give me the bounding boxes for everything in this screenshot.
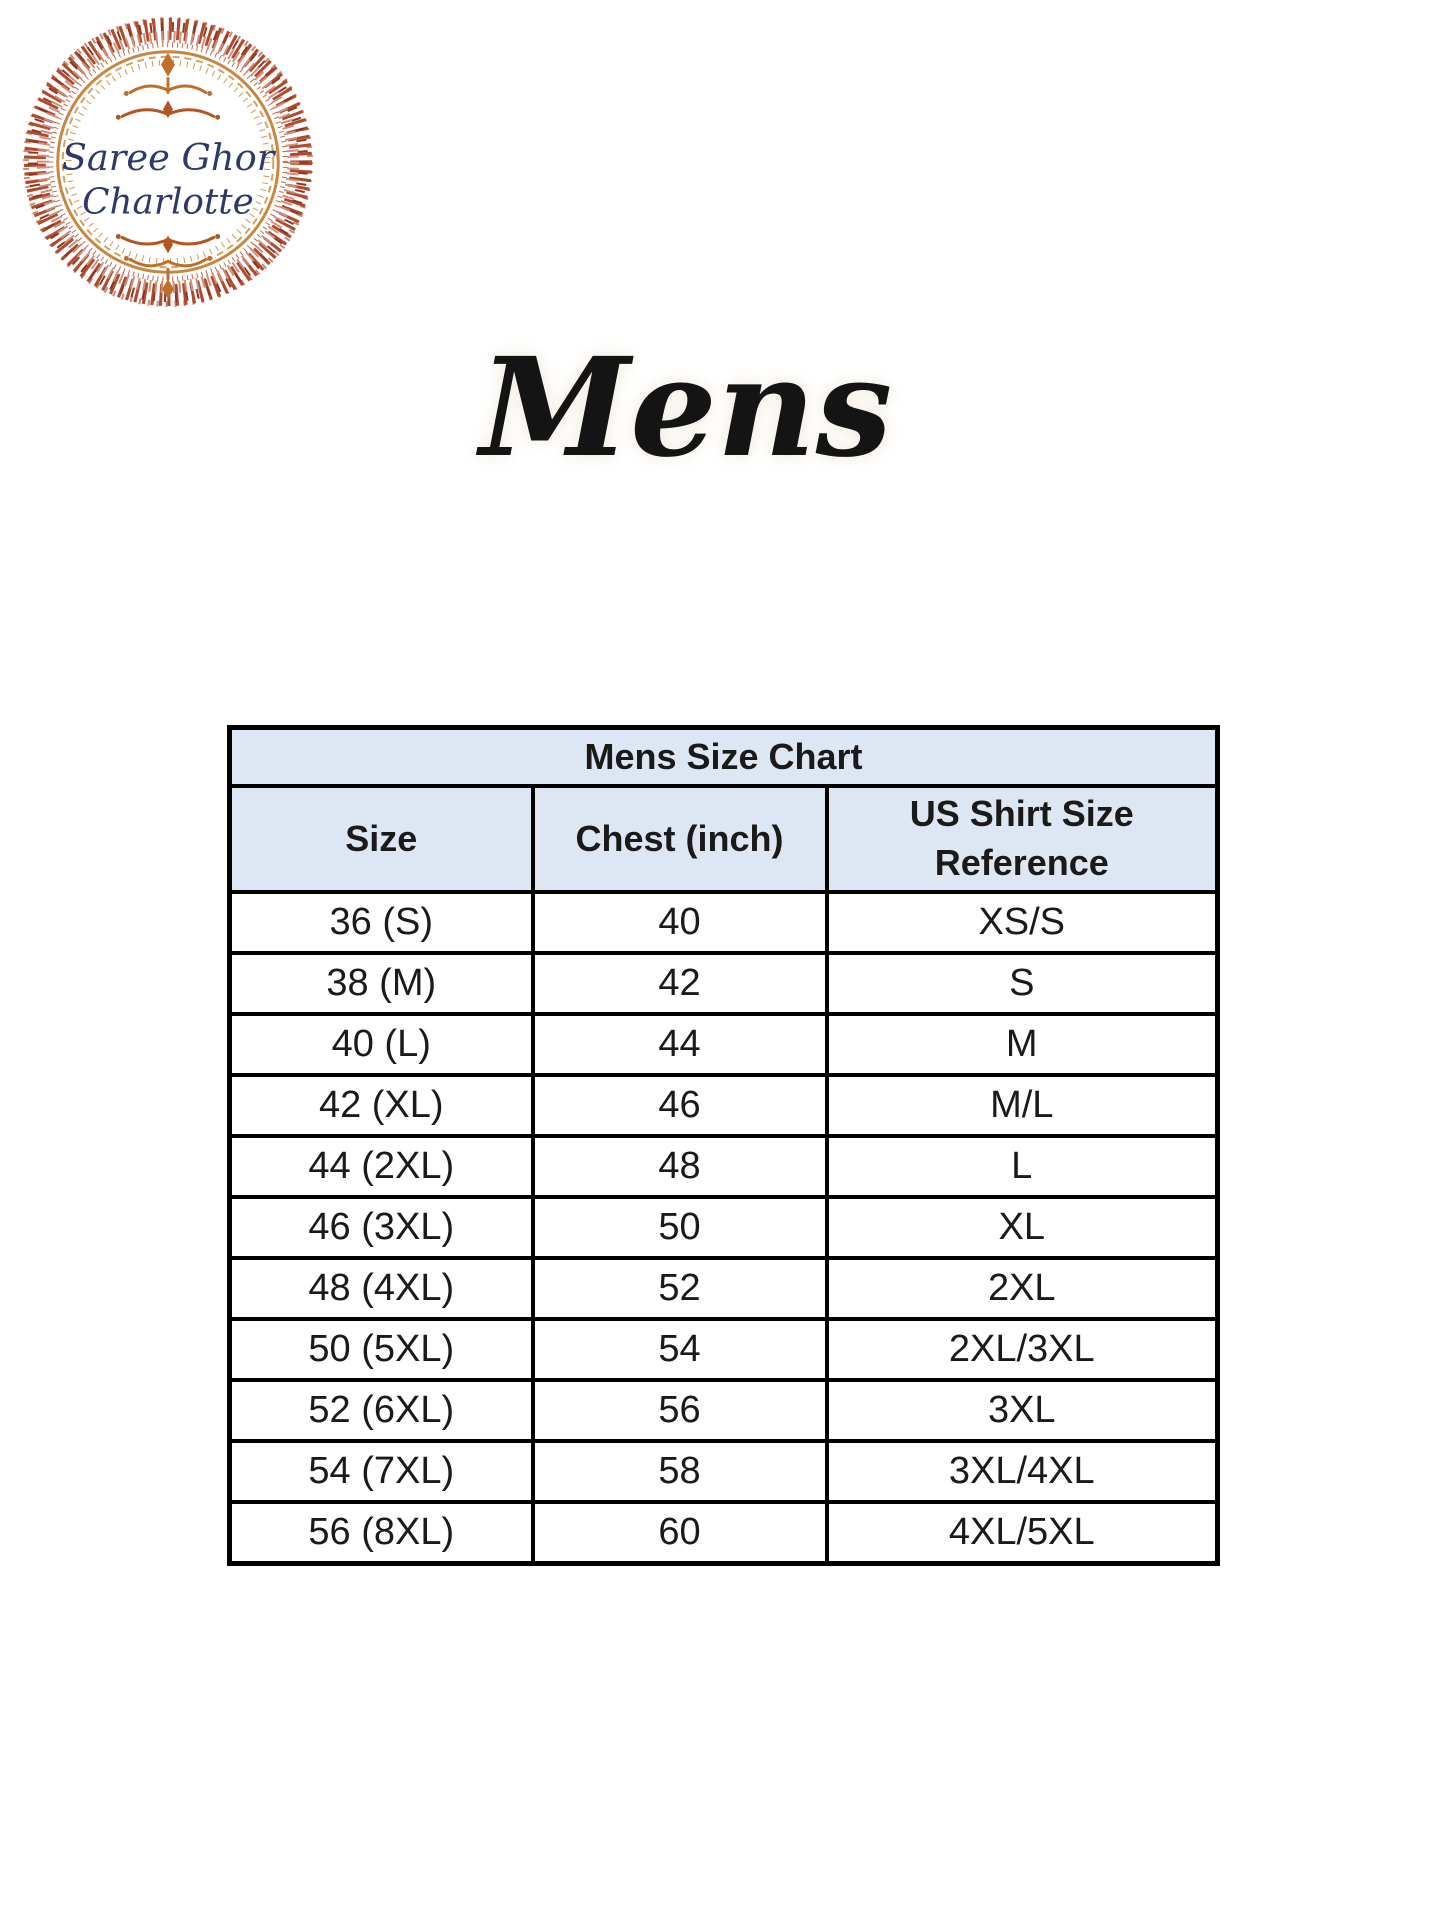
chest-cell: 40 — [533, 892, 827, 953]
logo-text-line2: Charlotte — [82, 181, 254, 223]
us-size-cell: XS/S — [827, 892, 1218, 953]
brand-logo — [19, 13, 317, 311]
table-row — [230, 1502, 1218, 1564]
size-cell: 54 (7XL) — [230, 1441, 533, 1502]
column-header-us-shirt-size — [827, 786, 1218, 892]
size-cell: 52 (6XL) — [230, 1380, 533, 1441]
table-row — [230, 1258, 1218, 1319]
chest-cell: 56 — [533, 1380, 827, 1441]
chest-cell: 58 — [533, 1441, 827, 1502]
column-header-chest: Chest (inch) — [533, 786, 827, 892]
table-row — [230, 1075, 1218, 1136]
table-row — [230, 1319, 1218, 1380]
table-header-row — [230, 786, 1218, 892]
table-row — [230, 1197, 1218, 1258]
size-cell: 48 (4XL) — [230, 1258, 533, 1319]
us-size-cell: 2XL/3XL — [827, 1319, 1218, 1380]
table-title: Mens Size Chart — [230, 728, 1218, 787]
us-size-cell: 3XL — [827, 1380, 1218, 1441]
table-row — [230, 953, 1218, 1014]
us-size-cell: S — [827, 953, 1218, 1014]
size-cell: 44 (2XL) — [230, 1136, 533, 1197]
table-row — [230, 1136, 1218, 1197]
table-row — [230, 892, 1218, 953]
table-title-row — [230, 728, 1218, 787]
table-row — [230, 1441, 1218, 1502]
column-header-us-shirt-size-label: US Shirt Size Reference — [909, 793, 1134, 883]
chest-cell: 42 — [533, 953, 827, 1014]
size-cell: 50 (5XL) — [230, 1319, 533, 1380]
us-size-cell: L — [827, 1136, 1218, 1197]
size-chart-table — [227, 725, 1220, 1566]
chest-cell: 50 — [533, 1197, 827, 1258]
chest-cell: 54 — [533, 1319, 827, 1380]
table-row — [230, 1014, 1218, 1075]
us-size-cell: M — [827, 1014, 1218, 1075]
size-cell: 36 (S) — [230, 892, 533, 953]
size-chart-container — [227, 725, 1215, 1566]
table-row — [230, 1380, 1218, 1441]
chest-cell: 44 — [533, 1014, 827, 1075]
us-size-cell: XL — [827, 1197, 1218, 1258]
size-cell: 56 (8XL) — [230, 1502, 533, 1564]
size-cell: 42 (XL) — [230, 1075, 533, 1136]
page-title: Mens — [479, 328, 893, 488]
chest-cell: 46 — [533, 1075, 827, 1136]
column-header-size: Size — [230, 786, 533, 892]
chest-cell: 60 — [533, 1502, 827, 1564]
us-size-cell: 2XL — [827, 1258, 1218, 1319]
us-size-cell: M/L — [827, 1075, 1218, 1136]
us-size-cell: 4XL/5XL — [827, 1502, 1218, 1564]
logo-text-line1: Saree Ghor — [61, 135, 275, 179]
us-size-cell: 3XL/4XL — [827, 1441, 1218, 1502]
chest-cell: 48 — [533, 1136, 827, 1197]
size-cell: 40 (L) — [230, 1014, 533, 1075]
brand-logo-graphic — [19, 13, 317, 311]
size-cell: 46 (3XL) — [230, 1197, 533, 1258]
chest-cell: 52 — [533, 1258, 827, 1319]
size-cell: 38 (M) — [230, 953, 533, 1014]
